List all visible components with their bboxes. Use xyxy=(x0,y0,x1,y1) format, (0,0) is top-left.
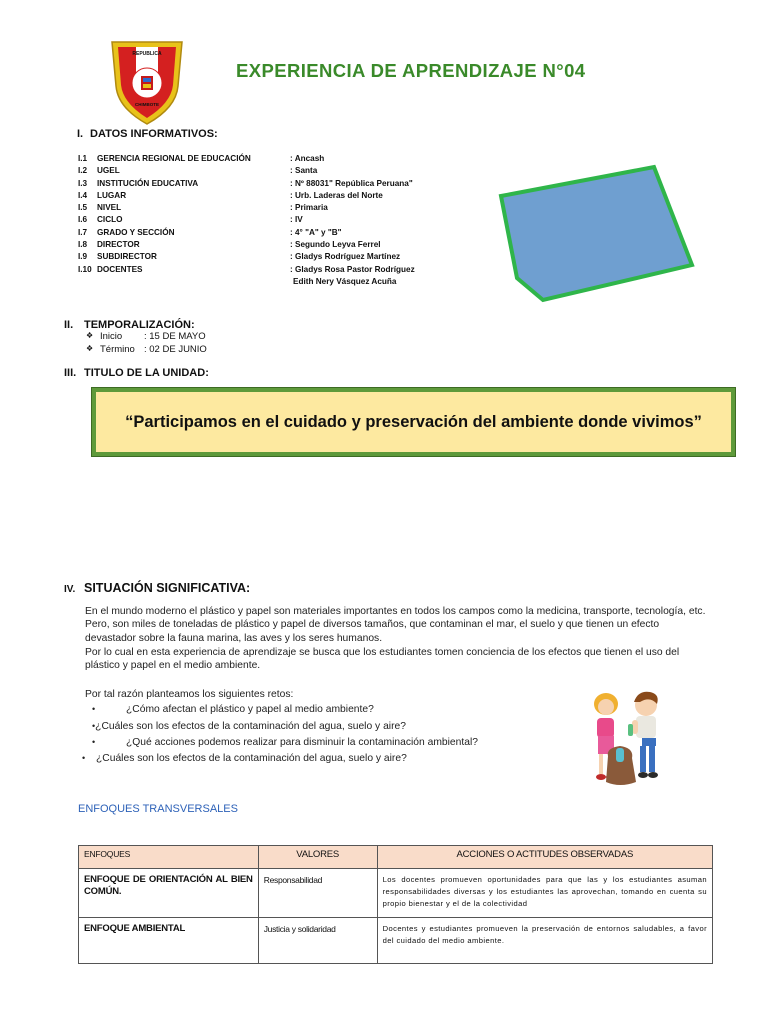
datos-value: : Santa xyxy=(290,166,318,176)
retos-intro: Por tal razón planteamos los siguientes retos: xyxy=(85,689,294,700)
kids-recycling-illustration xyxy=(582,690,674,790)
enfoque-cell: ENFOQUE DE ORIENTACIÓN AL BIEN COMÚN. xyxy=(79,869,259,918)
section-title: DATOS INFORMATIVOS: xyxy=(90,128,218,140)
reto-text: ¿Qué acciones podemos realizar para disminuir la contaminación ambiental? xyxy=(126,737,478,748)
datos-code: I.6 xyxy=(78,215,88,225)
datos-row xyxy=(78,190,438,202)
datos-code: I.3 xyxy=(78,178,88,188)
datos-label: INSTITUCIÓN EDUCATIVA xyxy=(97,178,199,188)
list-item xyxy=(86,344,286,357)
section-heading-situacion xyxy=(64,581,250,595)
section-title: SITUACIÓN SIGNIFICATIVA: xyxy=(84,581,251,595)
unit-title-box xyxy=(92,388,735,456)
unit-title: “Participamos en el cuidado y preservación del ambiente donde vivimos” xyxy=(125,413,702,431)
datos-value: Edith Nery Vásquez Acuña xyxy=(293,276,397,286)
section-title: TITULO DE LA UNIDAD: xyxy=(84,367,209,379)
column-header: ENFOQUES xyxy=(79,846,259,869)
datos-code: I.9 xyxy=(78,252,88,262)
datos-label: UGEL xyxy=(97,166,120,176)
section-number: IV. xyxy=(64,584,76,595)
valor-cell: Justicia y solidaridad xyxy=(258,918,377,964)
datos-code: I.5 xyxy=(78,203,88,213)
section-number: II. xyxy=(64,319,74,331)
accion-cell: Los docentes promueven oportunidades para que las y los estudiantes asuman responsabilidades diversas y los estudiantes las aprovechan, tomando en cuenta su propio bienestar y el de la colectividad xyxy=(377,869,712,918)
datos-code: I.7 xyxy=(78,227,88,237)
bullet-icon: • xyxy=(92,737,96,747)
datos-row xyxy=(78,214,438,226)
table-header-row xyxy=(79,846,713,869)
datos-label: SUBDIRECTOR xyxy=(97,252,157,262)
datos-label: GERENCIA REGIONAL DE EDUCACIÓN xyxy=(97,154,251,163)
datos-label: CICLO xyxy=(97,215,123,225)
situacion-paragraph-2: Por lo cual en esta experiencia de aprendizaje se busca que los estudiantes tomen conciencia de los efectos que tienen el uso del plástico y papel en el medio ambiente. xyxy=(85,647,680,672)
datos-code: I.10 xyxy=(78,264,92,274)
datos-value: : Nº 88031" República Peruana" xyxy=(290,178,413,188)
page-title: EXPERIENCIA DE APRENDIZAJE N°04 xyxy=(236,60,586,81)
datos-value: : Gladys Rosa Pastor Rodríguez xyxy=(290,264,415,274)
datos-code: I.8 xyxy=(78,240,88,250)
datos-value: : 4° "A" y "B" xyxy=(290,227,342,237)
school-shield-logo xyxy=(106,38,188,126)
datos-code: I.1 xyxy=(78,154,88,163)
temporalizacion-list xyxy=(86,331,286,357)
datos-code: I.2 xyxy=(78,166,88,176)
bullet-icon: • xyxy=(92,721,96,731)
valor-cell: Responsabilidad xyxy=(258,869,377,918)
datos-label: DOCENTES xyxy=(97,264,143,274)
situacion-paragraph-1: En el mundo moderno el plástico y papel son materiales importantes en todos los campos como la medicina, transporte, tecnología, etc. Pero, son miles de toneladas de plástico y papel de diversos tamaños, que contaminan el mar, el suelo y que tienen un efecto devastador sobre la fauna marina, las aves y los seres humanos. xyxy=(85,606,706,644)
datos-value: : Gladys Rodríguez Martínez xyxy=(290,252,401,262)
datos-label: LUGAR xyxy=(97,190,127,200)
datos-row xyxy=(78,153,438,165)
reto-text: ¿Cuáles son los efectos de la contaminación del agua, suelo y aire? xyxy=(96,753,407,764)
datos-row xyxy=(78,202,438,214)
datos-row xyxy=(78,227,438,239)
reto-item xyxy=(82,753,407,764)
logo-text-bottom: CHIMBOTE xyxy=(135,102,159,107)
list-item xyxy=(86,331,286,344)
reto-text: ¿Cuáles son los efectos de la contaminación del agua, suelo y aire? xyxy=(95,721,406,732)
section-heading-temporalizacion xyxy=(64,319,195,331)
table-row xyxy=(79,869,713,918)
section-heading-datos xyxy=(77,128,218,140)
section-number: III. xyxy=(64,367,77,379)
inicio-value: : 15 DE MAYO xyxy=(144,331,206,342)
logo-text-top: REPUBLICA xyxy=(132,51,162,57)
datos-row xyxy=(78,264,438,276)
datos-label: DIRECTOR xyxy=(97,240,140,250)
datos-code: I.4 xyxy=(78,190,88,200)
datos-label: GRADO Y SECCIÓN xyxy=(97,227,175,237)
inicio-label: Inicio xyxy=(100,331,123,342)
table-row xyxy=(79,918,713,964)
datos-row xyxy=(78,178,438,190)
section-title: TEMPORALIZACIÓN: xyxy=(84,319,195,331)
termino-value: : 02 DE JUNIO xyxy=(144,344,207,355)
bullet-icon: • xyxy=(82,753,86,763)
datos-label: NIVEL xyxy=(97,203,122,213)
section-number: I. xyxy=(77,128,84,140)
reto-item xyxy=(92,721,406,732)
datos-value: : Urb. Laderas del Norte xyxy=(290,190,383,200)
datos-value: : Primaria xyxy=(290,203,328,213)
diamond-bullet-icon: ❖ xyxy=(86,344,94,353)
datos-row xyxy=(78,239,438,251)
column-header: ACCIONES O ACTITUDES OBSERVADAS xyxy=(377,846,712,869)
accion-cell: Docentes y estudiantes promueven la preservación de entornos saludables, a favor del cuidado del medio ambiente. xyxy=(377,918,712,964)
column-header: VALORES xyxy=(258,846,377,869)
datos-row xyxy=(78,165,438,177)
diamond-bullet-icon: ❖ xyxy=(86,331,94,340)
blue-polygon-shape xyxy=(496,162,696,304)
enfoques-heading: ENFOQUES TRANSVERSALES xyxy=(78,803,238,815)
enfoques-table xyxy=(78,845,713,964)
datos-value: : Ancash xyxy=(290,154,325,163)
bullet-icon: • xyxy=(92,704,96,714)
datos-row xyxy=(78,251,438,263)
datos-value: : IV xyxy=(290,215,303,225)
reto-item xyxy=(92,737,478,748)
reto-item xyxy=(92,704,374,715)
datos-informativos-list xyxy=(78,153,438,288)
section-heading-titulo xyxy=(64,367,209,379)
termino-label: Término xyxy=(100,344,135,355)
reto-text: ¿Cómo afectan el plástico y papel al medio ambiente? xyxy=(126,704,374,715)
enfoque-cell: ENFOQUE AMBIENTAL xyxy=(79,918,259,964)
datos-value: : Segundo Leyva Ferrel xyxy=(290,240,381,250)
